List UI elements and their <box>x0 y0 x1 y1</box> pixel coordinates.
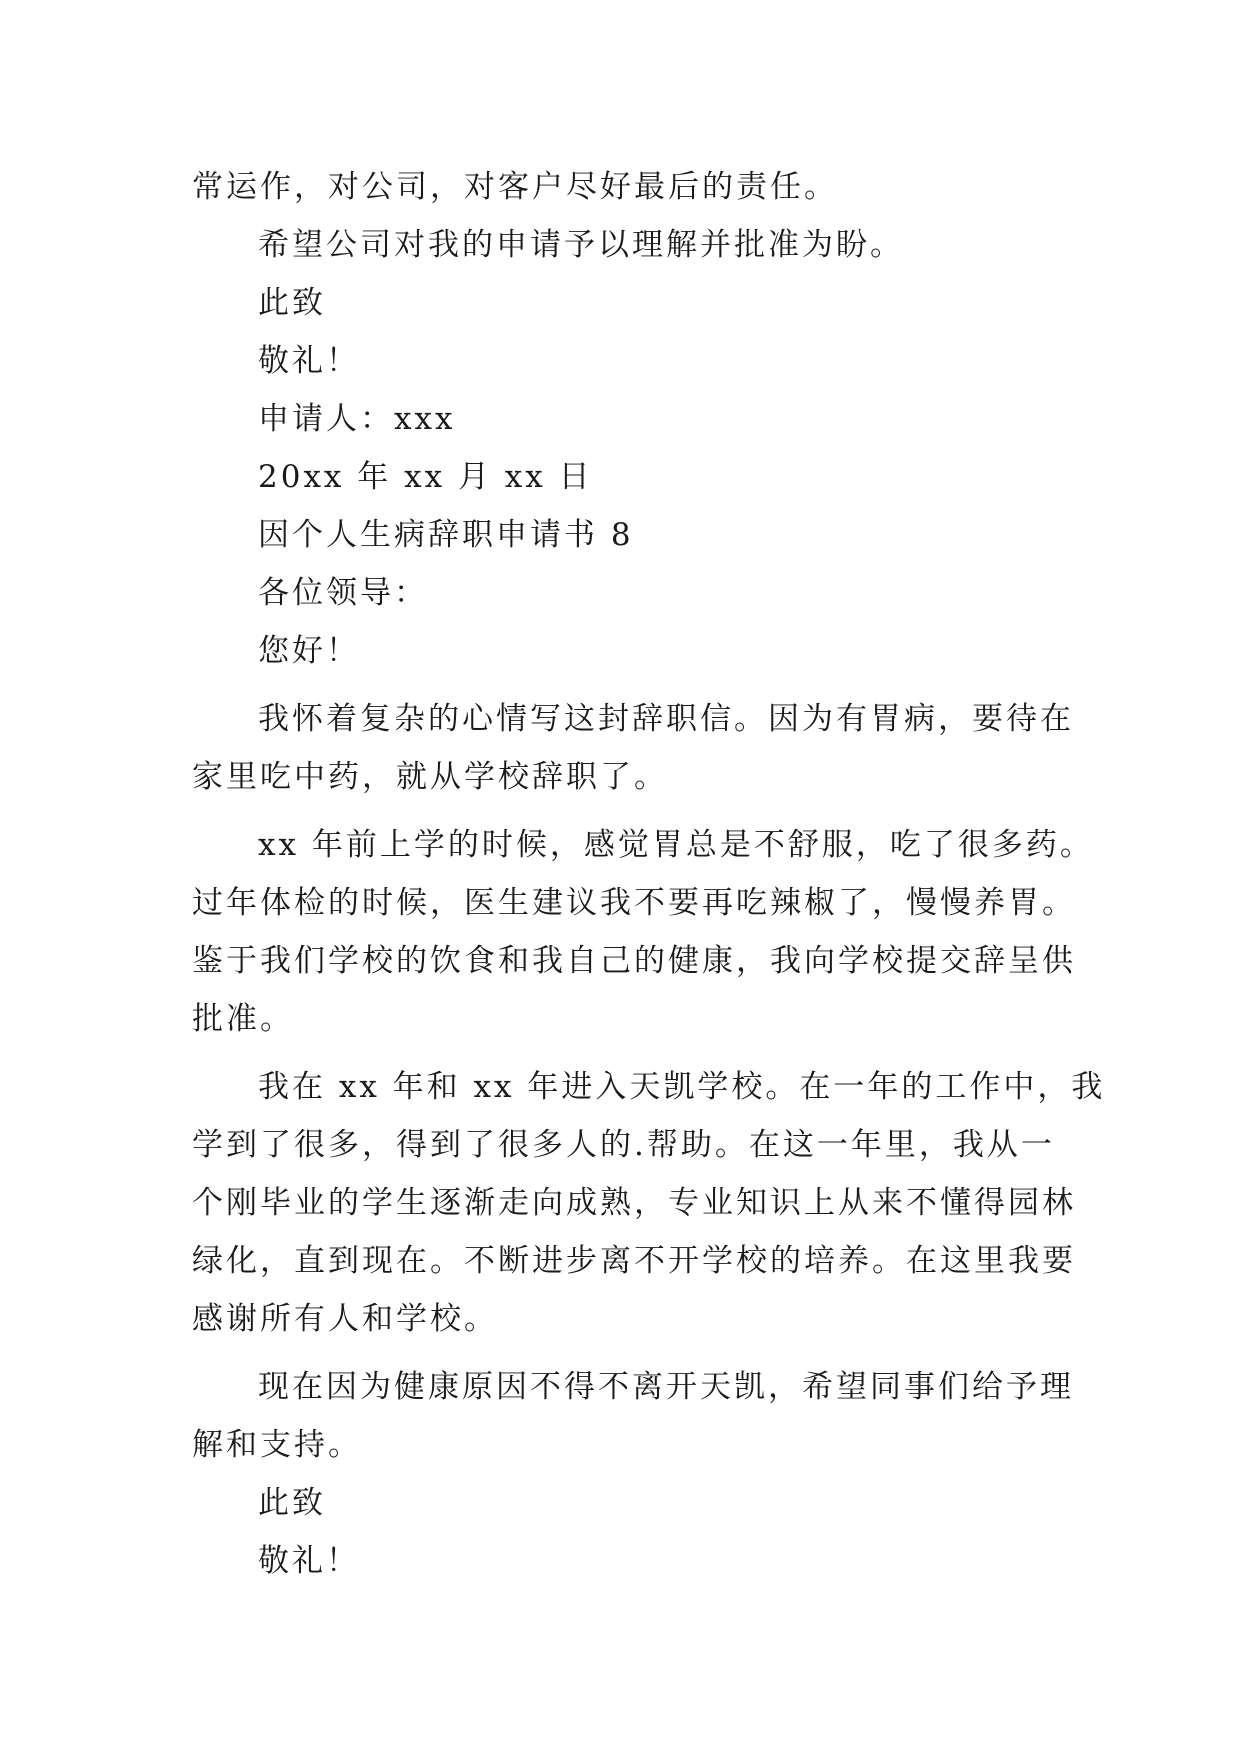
paragraph-line: 解和支持。 <box>192 1427 362 1463</box>
paragraph-line: 我在 xx 年和 xx 年进入天凯学校。在一年的工作中，我 <box>258 1069 1106 1105</box>
salutation-line: 敬礼！ <box>258 1543 360 1579</box>
closing-line: 此致 <box>258 1485 326 1521</box>
paragraph-line: 感谢所有人和学校。 <box>192 1301 498 1337</box>
greeting-line: 您好！ <box>258 633 360 669</box>
paragraph-line: 批准。 <box>192 1001 294 1037</box>
paragraph-line: 绿化，直到现在。不断进步离不开学校的培养。在这里我要 <box>192 1243 1076 1279</box>
section-title: 因个人生病辞职申请书 8 <box>258 517 634 553</box>
paragraph-line: 鉴于我们学校的饮食和我自己的健康，我向学校提交辞呈供 <box>192 943 1076 979</box>
text-line: 希望公司对我的申请予以理解并批准为盼。 <box>258 227 904 263</box>
paragraph-line: 现在因为健康原因不得不离开天凯，希望同事们给予理 <box>258 1369 1074 1405</box>
paragraph-line: 过年体检的时候，医生建议我不要再吃辣椒了，慢慢养胃。 <box>192 885 1076 921</box>
paragraph-line: 个刚毕业的学生逐渐走向成熟，专业知识上从来不懂得园林 <box>192 1185 1076 1221</box>
addressee-line: 各位领导： <box>258 575 428 611</box>
paragraph-line: xx 年前上学的时候，感觉胃总是不舒服，吃了很多药。 <box>258 827 1094 863</box>
paragraph-line: 家里吃中药，就从学校辞职了。 <box>192 759 668 795</box>
salutation-line: 敬礼！ <box>258 343 360 379</box>
paragraph-line: 我怀着复杂的心情写这封辞职信。因为有胃病，要待在 <box>258 701 1074 737</box>
letter-body <box>192 158 1106 1590</box>
applicant-line: 申请人：xxx <box>258 401 456 437</box>
text-line: 常运作，对公司，对客户尽好最后的责任。 <box>192 169 838 205</box>
closing-line: 此致 <box>258 285 326 321</box>
paragraph-line: 学到了很多，得到了很多人的.帮助。在这一年里，我从一 <box>192 1127 1055 1163</box>
date-line: 20xx 年 xx 月 xx 日 <box>258 459 593 495</box>
